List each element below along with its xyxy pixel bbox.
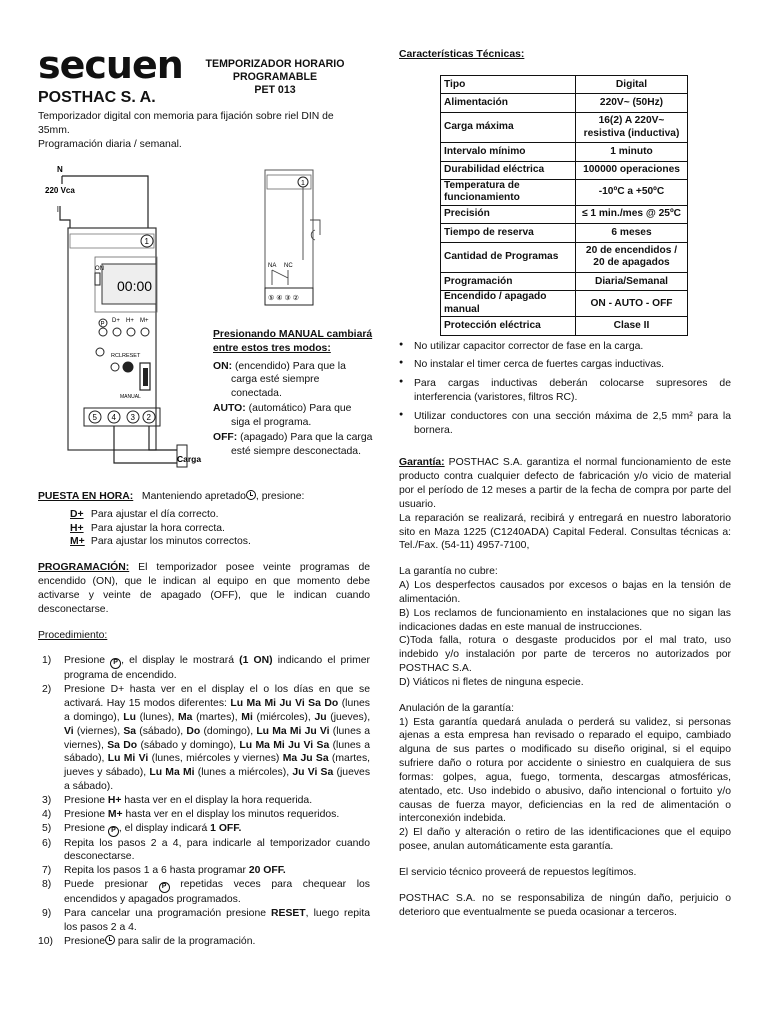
step-1: 1) Presione P , el display le mostrará (1 ON) indicando el primer programa de encendido.: [42, 655, 370, 682]
step-7: 7) Repita los pasos 1 a 6 hasta programar 20 OFF.: [42, 865, 286, 877]
programacion-text: PROGRAMACIÓN: El temporizador posee veinte programas de encendido (ON), que le indican al equipo en que momento debe activarse y veinte de apagado (OFF), que le indican cuando desconectarse.: [38, 562, 371, 615]
procedimiento-heading: Procedimiento:: [38, 629, 108, 641]
p-key-icon: P: [159, 882, 170, 893]
step-3: 3) Presione H+ hasta ver en el display la hora requerida.: [42, 794, 313, 806]
key-day: D+ Para ajustar el día correcto.: [70, 508, 219, 520]
mode-off: OFF: (apagado) Para que la carga esté siempre desconectada.: [213, 431, 373, 457]
spec-row: Encendido / apagado manual ON - AUTO - OFF: [441, 291, 688, 316]
clock-icon: [105, 935, 115, 945]
step-5: 5) Presione P , el display indicará 1 OFF.: [38, 822, 370, 837]
terminal-top: 1: [144, 237, 149, 246]
no-cubre-b: B) Los reclamos de funcionamiento en instalaciones que no sigan las indicaciones dadas en este manual de instrucciones.: [399, 607, 731, 633]
spec-row: Intervalo mínimo 1 minuto: [441, 143, 688, 162]
btn-h: H+: [126, 318, 134, 324]
spec-row: Cantidad de Programas 20 de encendidos / 20 de apagados: [441, 242, 688, 272]
mode-auto: AUTO: (automático) Para que siga el programa.: [213, 403, 352, 428]
label-carga: Carga: [177, 454, 202, 464]
spec-row: Programación Diaria/Semanal: [441, 272, 688, 291]
step-10: 10) Presione para salir de la programación.: [38, 935, 256, 947]
spec-row: Durabilidad eléctrica 100000 operaciones: [441, 161, 688, 180]
label-n: N: [57, 165, 63, 174]
manual-mode-heading: Presionando MANUAL cambiará entre estos tres modos:: [213, 329, 373, 354]
servicio-text: El servicio técnico proveerá de repuestos legítimos.: [399, 866, 637, 878]
anulacion-2: 2) El daño y alteración o retiro de las identificaciones que el equipo posee, anulan automáticamente esta garantía.: [399, 827, 731, 853]
manual-mode-section: [213, 328, 373, 459]
label-nc: NC: [284, 263, 293, 269]
garantia-repair: La reparación se realizará, recibirá y entregará en nuestro laboratorio sito en Maza 1225 (C1240ADA) Capital Federal. Consultas técnicas a: Tel./Fax. (54-11) 4957-7100,: [399, 512, 731, 552]
anulacion-1: 1) Esta garantía quedará anulada o perderá su validez, si personas ajenas a esta empresa han revisado o reparado el equipo, cambiado alguna de sus partes o modificado su diseño original, si el equipo sufriere daño o rotura por accidente o siniestro en cualquiera de sus formas: golpes, agua, fuego, tormenta, descargas atmosféricas, atentado, etc. Uso indebido o abusivo, daño intencional o fortuito y/o causas de fuerza mayor, deficiencias en la red de alimentación o interconexión indebida.: [399, 716, 731, 825]
procedure-steps: [38, 654, 370, 948]
btn-d: D+: [112, 318, 120, 324]
btn-reset: RESET: [122, 353, 141, 359]
step-2: 2) Presione D+ hasta ver en el display el o los días en que se activará. Hay 15 modos diferentes: Lu Ma Mi Ju Vi Sa Do (lunes a domingo), Lu (lunes), Ma (martes), Mi (miércoles), Ju (jueves), Vi (viernes), Sa (sábado), Do (domingo), Lu Ma Mi Ju Vi (lunes a viernes), Sa Do (sábado y domingo), Lu Ma Mi Ju Vi Sa (lunes a sábado), Lu Mi Vi (lunes, miércoles y viernes) Ma Ju Sa (martes, jueves y sábado), Lu Ma Mi (lunes a miércoles), Ju Vi Sa (jueves a sábado).: [42, 684, 371, 793]
notes-list: [399, 340, 731, 438]
intro-text: [38, 110, 358, 151]
btn-rcl: RCL: [111, 353, 123, 359]
no-cubre-d: D) Viáticos ni fletes de ninguna especie.: [399, 676, 584, 688]
terminal-4: 4: [111, 413, 116, 422]
label-na: NA: [268, 263, 277, 269]
no-cubre-c: C)Toda falla, rotura o desgaste producidos por el mal trato, uso indebido y/o instalación por parte de terceros no autorizados por POSTHAC S.A.: [399, 635, 731, 675]
title-line-1: TEMPORIZADOR HORARIO PROGRAMABLE: [205, 58, 345, 84]
note-item: ● Para cargas inductivas deberán colocarse supresores de interferencia (varistores, filtros RC).: [399, 377, 731, 405]
mode-on: ON: (encendido) Para que la carga esté siempre conectada.: [213, 360, 346, 400]
step-4: 4) Presione M+ hasta ver en el display los minutos requeridos.: [42, 808, 340, 820]
intro-line-2: Programación diaria / semanal.: [38, 138, 182, 150]
spec-row: Carga máxima 16(2) A 220V~ resistiva (inductiva): [441, 113, 688, 143]
puesta-heading: PUESTA EN HORA:: [38, 491, 134, 502]
intro-line-1: Temporizador digital con memoria para fijación sobre riel DIN de 35mm.: [38, 111, 334, 136]
spec-row: Protección eléctrica Clase II: [441, 316, 688, 335]
note-item: ● Utilizar conductores con una sección máxima de 2,5 mm² para la bornera.: [399, 410, 731, 438]
document-title: [180, 58, 370, 98]
brand-logo: secuen: [38, 43, 183, 87]
svg-text:⑤ ④ ③ ②: ⑤ ④ ③ ②: [268, 295, 299, 302]
left-column: [38, 490, 370, 948]
specs-table: [440, 75, 688, 336]
label-l: l: [57, 205, 59, 214]
anulacion-title: Anulación de la garantía:: [399, 702, 514, 714]
note-item: ● No utilizar capacitor corrector de fase en la carga.: [399, 340, 731, 354]
spec-row: Tiempo de reserva 6 meses: [441, 224, 688, 243]
label-on: ON: [95, 266, 104, 272]
note-item: ● No instalar el timer cerca de fuertes cargas inductivas.: [399, 358, 731, 372]
label-voltage: 220 Vca: [45, 186, 75, 195]
spec-row: Alimentación 220V~ (50Hz): [441, 94, 688, 113]
label-manual: MANUAL: [120, 394, 141, 400]
responsabilidad-text: POSTHAC S.A. no se responsabiliza de ningún daño, perjuicio o deterioro que eventualmente se pueda ocasionar a terceros.: [399, 892, 731, 918]
spec-row: Precisión ≤ 1 min./mes @ 25ºC: [441, 205, 688, 224]
company-name: POSTHAC S. A.: [38, 89, 156, 106]
garantia-text: Garantía: POSTHAC S.A. garantiza el normal funcionamiento de este producto contra cualquier defecto de fabricación y/o vicio de material por el período de 12 meses a partir de la fecha de compra por parte del usuario.: [399, 457, 731, 510]
btn-p: P: [100, 321, 105, 328]
puesta-en-hora: PUESTA EN HORA: Manteniendo apretado , presione:: [38, 491, 305, 502]
no-cubre-a: A) Los desperfectos causados por excesos o bajas en la tensión de alimentación.: [399, 580, 731, 605]
display-time: 00:00: [117, 278, 153, 294]
p-key-icon: P: [110, 658, 121, 669]
adjust-keys: [38, 508, 370, 549]
terminal-5: 5: [92, 413, 97, 422]
key-minute: M+ Para ajustar los minutos correctos.: [70, 536, 251, 548]
title-line-2: PET 013: [254, 84, 296, 97]
right-column: [399, 48, 731, 919]
step-8: 8) Puede presionar P repetidas veces para chequear los encendidos y apagados programados.: [42, 879, 370, 906]
specs-heading: Características Técnicas:: [399, 49, 525, 60]
p-key-icon: P: [108, 826, 119, 837]
no-cubre-title: La garantía no cubre:: [399, 566, 498, 578]
spec-row: Temperatura de funcionamiento -10ºC a +50ºC: [441, 180, 688, 205]
key-hour: H+ Para ajustar la hora correcta.: [70, 522, 225, 534]
spec-row: Tipo Digital: [441, 75, 688, 94]
terminal-2: 2: [146, 413, 151, 422]
terminal-3: 3: [130, 413, 135, 422]
btn-m: M+: [140, 318, 149, 324]
svg-text:1: 1: [301, 180, 305, 187]
step-6: 6) Repita los pasos 2 a 4, para indicarle al temporizador cuando desconectarse.: [42, 837, 370, 863]
step-9: 9) Para cancelar una programación presione RESET, luego repita los pasos 2 a 4.: [42, 907, 370, 933]
clock-icon: [246, 490, 256, 500]
